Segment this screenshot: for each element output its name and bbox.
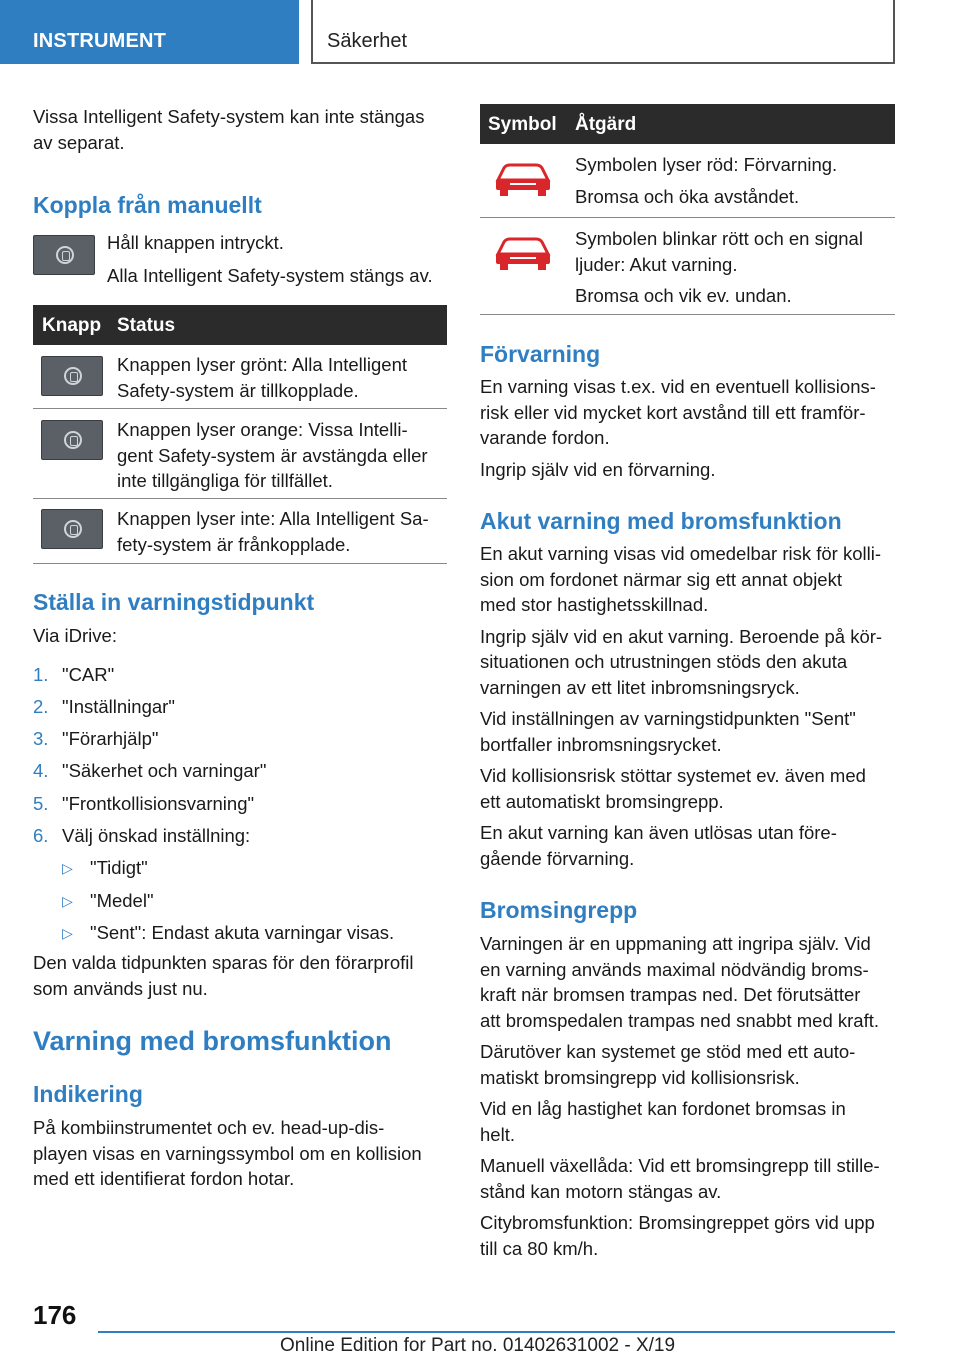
acute-paragraphs [480,541,895,871]
safety-button-icon [41,509,103,549]
text-line: med ett identifierat fordon hotar. [33,1168,295,1189]
step-text: "Förarhjälp" [62,728,159,749]
acute-heading: Akut varning med bromsfunktion [480,508,842,534]
text-line: med stor hastighetsskillnad. [480,594,709,615]
text-line: helt. [480,1123,515,1145]
text-line: sion om fordonet närmar sig ett annat objekt [480,568,842,590]
text-line: av separat. [33,131,125,153]
via-text: Via iDrive: [33,625,117,646]
text-line: Ingrip själv vid en akut varning. Beroende på kör- [480,625,883,647]
page-number: 176 [33,1300,77,1330]
chapter-title: Säkerhet [327,30,408,52]
text-line: att bromspedalen trampas ned snabbt med kraft. [480,1009,879,1031]
text-line: På kombiinstrumentet och ev. head-up-dis- [33,1117,385,1138]
brake-heading: Bromsingrepp [480,897,638,923]
intro-paragraph [33,104,447,155]
column-header: Knapp [42,315,102,336]
footer-divider [98,1331,895,1333]
prewarn-paragraph [480,374,895,482]
table-row [480,218,895,315]
warning-heading: Varning med bromsfunktion [33,1026,392,1056]
text-line: Bromsa och öka avståndet. [575,185,800,207]
step-text: "Säkerhet och varningar" [62,760,267,781]
text-line: Knappen lyser inte: Alla Intelligent Sa- [117,508,429,529]
text-line: Vissa Intelligent Safety-system kan inte stängas [33,106,425,127]
steps-list [33,662,447,952]
safety-button-icon [41,356,103,396]
step-text: Välj önskad inställning: [62,825,251,846]
text-line: fety-system är frånkopplade. [117,533,351,555]
text-line: varningen av ett litet inbromsningsryck. [480,676,800,698]
text-line: En akut varning kan även utlösas utan före- [480,822,837,843]
table-row [33,409,447,499]
text-line: Vid kollisionsrisk stöttar systemet ev. även med [480,765,866,786]
manual-text [107,230,452,288]
text-line: Den valda tidpunkten sparas för den förarprofil [33,952,414,973]
section-tab [0,0,299,64]
indication-paragraph [33,1115,447,1192]
table-row [33,499,447,564]
text-line: bortfaller inbromsningsrycket. [480,733,722,755]
text-line: Manuell växellåda: Vid ett bromsingrepp till stille- [480,1155,880,1176]
text-line: till ca 80 km/h. [480,1237,599,1259]
step-number: 1. [33,664,49,685]
text-line: inte tillgängliga för tillfället. [117,470,333,491]
text-line: En akut varning visas vid omedelbar risk för kolli- [480,543,881,564]
text-line: som används just nu. [33,977,208,999]
text-line: Knappen lyser grönt: Alla Intelligent [117,354,408,375]
step-number: 4. [33,760,49,781]
text-line: ljuder: Akut varning. [575,253,738,275]
text-line: En varning visas t.ex. vid en eventuell kollisions- [480,376,876,397]
text-line: en varning används maximal nödvändig broms- [480,958,869,980]
text-line: matiskt bromsingrepp vid kollisionsrisk. [480,1066,800,1088]
step-text: "Frontkollisionsvarning" [62,793,255,814]
text-line: Därutöver kan systemet ge stöd med ett auto- [480,1041,856,1062]
text-line: Citybromsfunktion: Bromsingreppet görs vid upp [480,1212,875,1233]
text-line: kraft när bromsen trampas ned. Det förutsätter [480,984,861,1005]
option-text: "Sent": Endast akuta varningar visas. [90,922,395,943]
text-line: Varningen är en uppmaning att ingripa själv. Vid [480,933,871,954]
car-warning-icon [494,236,552,272]
button-status-table [33,305,447,564]
text-line: gående förvarning. [480,847,635,869]
edition-text: Online Edition for Part no. 01402631002 - X/19 [280,1335,676,1356]
text-line: varande fordon. [480,427,610,448]
indication-heading: Indikering [33,1081,143,1107]
safety-button-icon [33,235,95,275]
text-line: Knappen lyser orange: Vissa Intelli- [117,419,408,440]
option-text: "Tidigt" [90,857,148,878]
bullet-triangle-icon: ▷ [62,893,73,909]
step-number: 6. [33,825,49,846]
prewarn-heading: Förvarning [480,341,601,367]
text-line: stånd kan motorn stängas av. [480,1180,722,1202]
text-line: Bromsa och vik ev. undan. [575,285,792,306]
text-line: situationen och utrustningen stöds den akuta [480,651,848,672]
saved-paragraph [33,950,447,1001]
brake-paragraphs [480,931,895,1261]
bullet-triangle-icon: ▷ [62,925,73,941]
section-title: INSTRUMENT [33,30,167,52]
bullet-triangle-icon: ▷ [62,860,73,876]
text-line: Vid inställningen av varningstidpunkten "Sent" [480,708,856,729]
text-line: Safety-system är tillkopplade. [117,379,359,401]
text-line: Håll knappen intryckt. [107,232,284,253]
column-header: Åtgärd [575,114,637,135]
text-line: Symbolen lyser röd: Förvarning. [575,154,838,175]
option-text: "Medel" [90,890,154,911]
step-text: "CAR" [62,664,115,685]
step-number: 5. [33,793,49,814]
manual-heading: Koppla från manuellt [33,192,262,218]
timing-heading: Ställa in varningstidpunkt [33,589,315,615]
safety-button-icon [41,420,103,460]
column-header: Symbol [488,114,557,135]
step-number: 2. [33,696,49,717]
chapter-header [311,0,895,64]
car-warning-icon [494,162,552,198]
text-line: Vid en låg hastighet kan fordonet bromsas in [480,1098,846,1119]
text-line: Alla Intelligent Safety-system stängs av. [107,264,433,286]
text-line: Symbolen blinkar rött och en signal [575,228,863,249]
text-line: ett automatiskt bromsingrepp. [480,790,724,812]
table-header [480,104,895,144]
text-line: playen visas en varningssymbol om en kollision [33,1142,422,1164]
text-line: risk eller vid mycket kort avstånd till ett framför- [480,401,866,423]
symbol-action-table [480,104,895,315]
text-line: gent Safety-system är avstängda eller [117,444,428,466]
step-number: 3. [33,728,49,749]
table-row [480,144,895,218]
column-header: Status [117,315,176,336]
table-header [33,305,447,345]
step-text: "Inställningar" [62,696,175,717]
table-row [33,345,447,409]
text-line: Ingrip själv vid en förvarning. [480,458,716,480]
